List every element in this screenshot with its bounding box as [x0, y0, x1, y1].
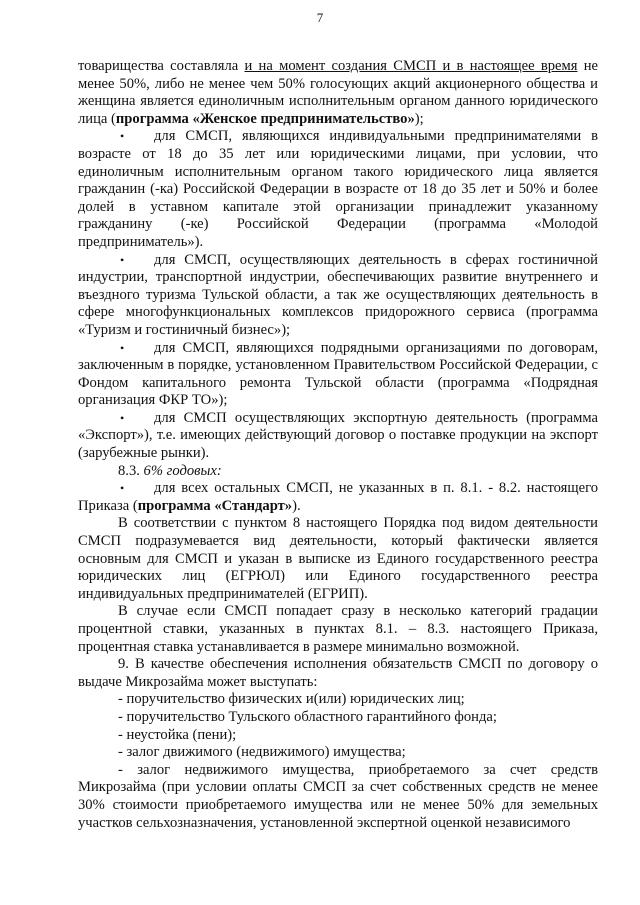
section-number: 8.3. — [118, 462, 144, 479]
paragraph-multiple-categories: В случае если СМСП попадает сразу в несколько категорий градации процентной ставки, указанных в пунктах 8.1. – 8.3. настоящего Приказа, процентная ставка устанавливается в размере минимально возможной. — [78, 603, 598, 655]
bullet-tourism — [78, 252, 598, 340]
document-body — [78, 58, 598, 832]
paragraph-section-9: 9. В качестве обеспечения исполнения обязательств СМСП по договору о выдаче Микрозайма может выступать: — [78, 656, 598, 690]
bullet-icon: • — [120, 410, 125, 425]
text-run: ); — [414, 110, 424, 127]
bullet-text: для СМСП осуществляющих экспортную деятельность (программа «Экспорт»), т.е. имеющих действующий договор о поставке продукции на экспорт (зарубежные рынки). — [78, 409, 598, 462]
program-name-bold: программа «Стандарт» — [137, 497, 293, 514]
page-number: 7 — [316, 10, 324, 25]
bullet-icon: • — [120, 340, 125, 355]
bullet-icon: • — [120, 252, 125, 267]
paragraph-women-program — [78, 58, 598, 128]
text-run: не менее 50%, либо не менее чем 50% голосующих акций акционерного общества и женщина является единоличным исполнительным органом данного юридического лица ( — [78, 58, 598, 127]
list-item-guarantee: - поручительство физических и(или) юридических лиц; — [118, 691, 465, 708]
underlined-text: и на момент создания СМСП и в настоящее время — [244, 58, 578, 74]
text-run: ). — [292, 497, 301, 514]
bullet-icon: • — [120, 481, 125, 496]
bullet-icon: • — [120, 129, 125, 144]
list-item-pledge-purchased: - залог недвижимого имущества, приобретаемого за счет средств Микрозайма (при условии оплаты СМСП за счет собственных средств не менее 30% стоимости приобретаемого имущества или не менее 50% для земельных участков сельхозназначения, установленной экспертной оценкой независимого — [78, 761, 598, 831]
bullet-text: для всех остальных СМСП, не указанных в п. 8.1. - 8.2. настоящего Приказа ( — [78, 480, 598, 514]
bullet-standard — [78, 480, 598, 515]
text-run: товарищества составляла — [78, 58, 245, 74]
list-item-pledge: - залог движимого (недвижимого) имущества; — [118, 744, 406, 761]
list-item-penalty: - неустойка (пени); — [118, 726, 237, 743]
program-name-bold: программа «Женское предпринимательство» — [115, 110, 415, 127]
bullet-export — [78, 410, 598, 463]
list-item-fund-guarantee: - поручительство Тульского областного гарантийного фонда; — [118, 708, 497, 725]
bullet-text: для СМСП, являющихся индивидуальными предпринимателями в возрасте от 18 до 35 лет или юридическими лицами, при условии, что единоличным исполнительным органом такого юридического лица является гражданин (-ка) Российской Федерации в возрасте от 18 до 35 лет и 50% и более долей в уставном капитале этой организации принадлежит указанному гражданину (-ке) Российской Федерации (программа «Молодой предприниматель»). — [78, 128, 598, 250]
bullet-text: для СМСП, являющихся подрядными организациями по договорам, заключенным в порядке, установленном Правительством Российской Федерации, с Фондом капитального ремонта Тульской области (программа «Подрядная организация ФКР ТО»); — [78, 339, 598, 409]
bullet-young-entrepreneur — [78, 128, 598, 251]
paragraph-activity-type: В соответствии с пунктом 8 настоящего Порядка под видом деятельности СМСП подразумевается вид деятельности, который фактически является основным для СМСП и указан в выписке из Единого государственного реестра юридических лиц (ЕГРЮЛ) или Единого государственного реестра индивидуальных предпринимателей (ЕГРИП). — [78, 515, 598, 602]
section-8-3-heading — [78, 463, 598, 481]
bullet-contractor — [78, 340, 598, 410]
section-rate: 6% годовых: — [143, 462, 222, 479]
bullet-text: для СМСП, осуществляющих деятельность в сферах гостиничной индустрии, транспортной индустрии, обеспечивающих развитие внутреннего и въездного туризма Тульской области, а так же осуществляющих деятельность в сфере многофункциональных комплексов придорожного сервиса (программа «Туризм и гостиничный бизнес»); — [78, 251, 598, 338]
